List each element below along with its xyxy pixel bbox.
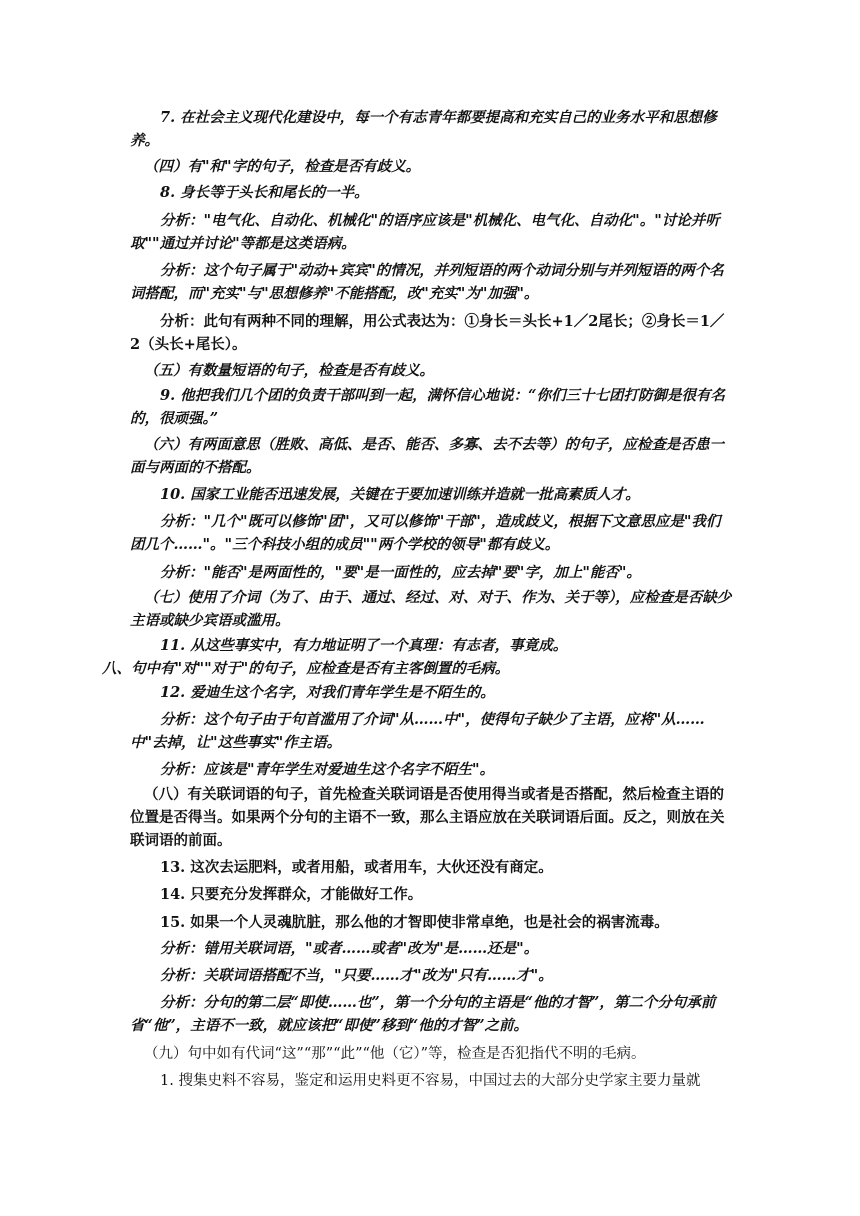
analysis-paragraph: 分析：应该是"青年学生对爱迪生这个名字不陌生"。	[160, 761, 495, 778]
example-sentence: 12. 爱迪生这个名字，对我们青年学生是不陌生的。	[160, 684, 495, 701]
analysis-paragraph: 分析：错用关联词语，"或者……或者"改为"是……还是"。	[160, 940, 539, 957]
analysis-paragraph: 分析："几个"既可以修饰"团"，又可以修饰"干部"，造成歧义，根据下文意思应是"我们团几个……"。"三个科技小组的成员""两个学校的领导"都有歧义。	[130, 513, 721, 553]
paragraph: 7. 在社会主义现代化建设中，每一个有志青年都要提高和充实自己的业务水平和思想修养。	[130, 109, 717, 149]
example-sentence: 11. 从这些事实中，有力地证明了一个真理：有志者，事竟成。	[160, 637, 568, 654]
analysis-paragraph: 分析："能否"是两面性的，"要"是一面性的，应去掉"要"字，加上"能否"。	[160, 564, 641, 581]
analysis-paragraph: 分析：此句有两种不同的理解，用公式表达为：①身长＝头长+1／2尾长；②身长＝1／2（头长+尾长）。	[130, 313, 725, 353]
section-heading: 八、句中有"对""对于"的句子，应检查是否有主客倒置的毛病。	[102, 660, 510, 677]
analysis-paragraph: 分析：关联词语搭配不当，"只要……才"改为"只有……才"。	[160, 967, 553, 984]
analysis-paragraph: 分析："电气化、自动化、机械化"的语序应该是"机械化、电气化、自动化"。"讨论并听取""通过并讨论"等都是这类语病。	[130, 212, 720, 252]
section-heading: （七）使用了介词（为了、由于、通过、经过、对、对于、作为、关于等），应检查是否缺少主语或缺少宾语或滥用。	[130, 589, 732, 629]
analysis-paragraph: 分析：分句的第二层“即使……也”，第一个分句的主语是“他的才智”，第二个分句承前省“他”，主语不一致，就应该把“即使”移到“他的才智”之前。	[130, 994, 716, 1034]
section-heading: （九）句中如有代词“这”“那”“此”“他（它）”等，检查是否犯指代不明的毛病。	[144, 1046, 646, 1062]
section-heading: （五）有数量短语的句子，检查是否有歧义。	[144, 362, 434, 379]
section-heading: （六）有两面意思（胜败、高低、是否、能否、多寡、去不去等）的句子，应检查是否患一面与两面的不搭配。	[130, 436, 724, 476]
example-sentence: 10. 国家工业能否迅速发展，关键在于要加速训练并造就一批高素质人才。	[160, 486, 640, 503]
example-sentence: 14. 只要充分发挥群众，才能做好工作。	[160, 886, 423, 903]
example-sentence: 13. 这次去运肥料，或者用船，或者用车，大伙还没有商定。	[160, 859, 553, 876]
example-sentence: 15. 如果一个人灵魂肮脏，那么他的才智即使非常卓绝，也是社会的祸害流毒。	[160, 914, 669, 931]
analysis-paragraph: 分析：这个句子由于句首滥用了介词"从……中"，使得句子缺少了主语，应将"从……中"去掉，让"这些事实"作主语。	[130, 711, 705, 751]
example-sentence: 8. 身长等于头长和尾长的一半。	[160, 184, 369, 201]
section-heading: （四）有"和"字的句子，检查是否有歧义。	[144, 158, 421, 175]
analysis-paragraph: 分析：这个句子属于"动动+宾宾"的情况，并列短语的两个动词分别与并列短语的两个名词搭配，而"充实"与"思想修养"不能搭配，改"充实"为"加强"。	[130, 262, 724, 302]
example-sentence: 9. 他把我们几个团的负责干部叫到一起，满怀信心地说：“你们三十七团打防御是很有名的，很顽强。”	[130, 387, 726, 427]
example-sentence: 1. 搜集史料不容易，鉴定和运用史料更不容易，中国过去的大部分史学家主要力量就	[160, 1073, 701, 1089]
section-heading: （八）有关联词语的句子，首先检查关联词语是否使用得当或者是否搭配，然后检查主语的位置是否得当。如果两个分句的主语不一致，那么主语应放在关联词语后面。反之，则放在关联词语的前面。	[130, 786, 725, 849]
